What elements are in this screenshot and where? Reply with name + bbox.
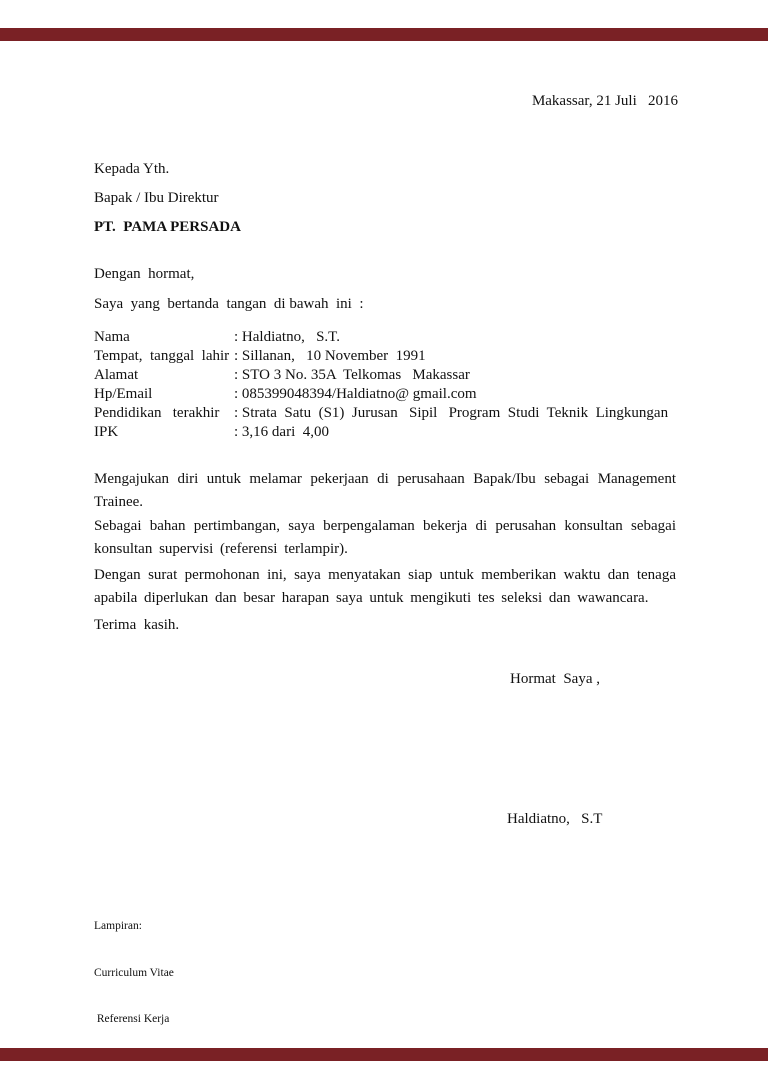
detail-value: : 3,16 dari 4,00 xyxy=(234,424,329,440)
detail-label: Alamat xyxy=(94,367,139,383)
detail-value: : Strata Satu (S1) Jurusan Sipil Program Studi Teknik Lingkungan xyxy=(234,405,669,421)
detail-label: Tempat, tanggal lahir xyxy=(94,348,230,364)
intro-line: Saya yang bertanda tangan di bawah ini : xyxy=(94,296,364,312)
detail-value: : 085399048394/Haldiatno@ gmail.com xyxy=(234,386,477,402)
applicant-details xyxy=(94,328,676,442)
detail-row-nama xyxy=(94,328,676,347)
attachments-block xyxy=(94,888,174,1043)
detail-value: : STO 3 No. 35A Telkomas Makassar xyxy=(234,367,470,383)
detail-label: Pendidikan terakhir xyxy=(94,405,220,421)
attachment-cv: Curriculum Vitae xyxy=(94,966,174,979)
attachments-title: Lampiran: xyxy=(94,920,142,932)
recipient-company: PT. PAMA PERSADA xyxy=(94,219,241,235)
detail-label: Hp/Email xyxy=(94,386,153,402)
detail-row-pendidikan xyxy=(94,404,676,423)
closing-line: Terima kasih. xyxy=(94,617,180,633)
paragraph-commitment: Dengan surat permohonan ini, saya menyatakan siap untuk memberikan waktu dan tenaga apabila diperlukan dan besar harapan saya untuk mengikuti tes seleksi dan wawancara. xyxy=(94,567,676,606)
signature-label: Hormat Saya , xyxy=(510,671,600,687)
detail-value: : Haldiatno, S.T. xyxy=(234,329,340,345)
detail-label: Nama xyxy=(94,329,130,345)
detail-label: IPK xyxy=(94,424,119,440)
paragraph-application: Mengajukan diri untuk melamar pekerjaan di perusahaan Bapak/Ibu sebagai Management Trainee. xyxy=(94,471,676,510)
detail-row-alamat xyxy=(94,366,676,385)
detail-row-hp-email xyxy=(94,385,676,404)
attachment-referensi: Referensi Kerja xyxy=(94,1013,170,1025)
date-line: Makassar, 21 Juli 2016 xyxy=(531,93,678,109)
top-border-bar xyxy=(0,28,768,41)
salutation: Dengan hormat, xyxy=(94,266,195,282)
recipient-kepada: Kepada Yth. xyxy=(94,161,170,177)
recipient-block xyxy=(94,160,676,247)
paragraph-experience: Sebagai bahan pertimbangan, saya berpengalaman bekerja di perusahan konsultan sebagai konsultan supervisi (referensi terlampir). xyxy=(94,518,676,557)
bottom-border-bar xyxy=(0,1048,768,1061)
detail-row-ipk xyxy=(94,423,676,442)
detail-value: : Sillanan, 10 November 1991 xyxy=(234,348,426,364)
signature-name: Haldiatno, S.T xyxy=(507,811,603,827)
recipient-direktur: Bapak / Ibu Direktur xyxy=(94,190,219,206)
detail-row-tempat-lahir xyxy=(94,347,676,366)
